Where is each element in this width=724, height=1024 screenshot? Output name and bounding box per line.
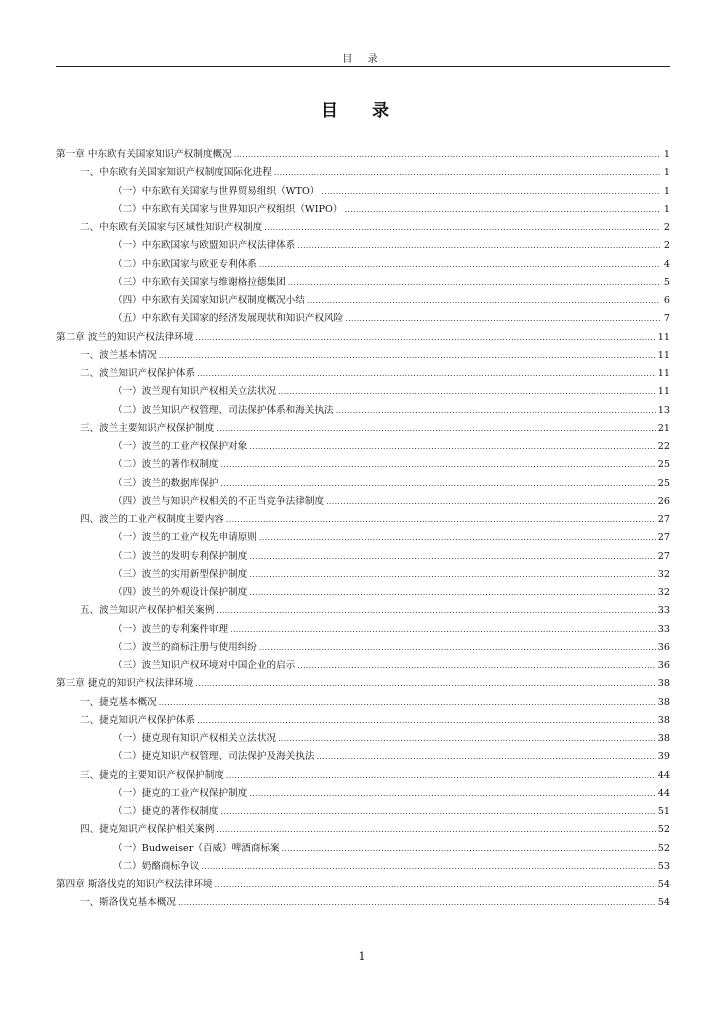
toc-dot-leader xyxy=(249,438,655,456)
toc-entry-label: （一）捷克的工业产权保护制度 xyxy=(113,787,248,799)
toc-entry-page: 33 xyxy=(657,605,670,617)
toc-entry-page: 54 xyxy=(657,879,670,890)
toc-entry-label: （四）中东欧有关国家知识产权制度概况小结 xyxy=(113,295,305,306)
toc-entry-label: 第一章 中东欧有关国家知识产权制度概况 xyxy=(56,149,232,160)
toc-entry-label: 四、波兰的工业产权制度主要内容 xyxy=(80,514,224,525)
toc-dot-leader xyxy=(321,183,660,201)
toc-entry-label: （二）波兰的著作权制度 xyxy=(113,459,219,471)
toc-entry-label: 第二章 波兰的知识产权法律环境 xyxy=(56,331,194,343)
toc-entry-label: 五、波兰知识产权保护相关案例 xyxy=(80,605,215,617)
toc-dot-leader xyxy=(201,858,655,876)
toc-dot-leader xyxy=(326,493,656,511)
toc-entry-page: 51 xyxy=(657,806,670,817)
toc-entry[interactable] xyxy=(56,712,670,730)
toc-dot-leader xyxy=(195,329,655,347)
toc-entry[interactable] xyxy=(56,493,670,511)
toc-entry-label: （二）捷克知识产权管理、司法保护及海关执法 xyxy=(113,751,315,763)
toc-entry-page: 27 xyxy=(657,550,670,562)
toc-dot-leader xyxy=(344,201,660,219)
toc-entry[interactable] xyxy=(56,529,670,547)
toc-dot-leader xyxy=(221,803,656,821)
toc-entry-page: 13 xyxy=(657,404,670,416)
toc-entry[interactable] xyxy=(56,237,670,255)
toc-entry[interactable] xyxy=(56,602,670,620)
toc-entry-page: 4 xyxy=(663,258,670,270)
toc-entry[interactable] xyxy=(56,347,670,365)
toc-entry-label: 二、中东欧有关国家与区域性知识产权制度 xyxy=(80,222,263,233)
toc-dot-leader xyxy=(249,566,655,584)
toc-entry-page: 1 xyxy=(663,167,670,179)
toc-entry-page: 1 xyxy=(663,149,670,160)
toc-entry[interactable] xyxy=(56,511,670,529)
toc-entry-label: 三、捷克的主要知识产权保护制度 xyxy=(80,769,224,781)
toc-entry-label: 一、斯洛伐克基本概况 xyxy=(80,897,176,909)
toc-entry[interactable] xyxy=(56,219,670,237)
toc-dot-leader xyxy=(274,164,660,182)
toc-entry[interactable] xyxy=(56,821,670,839)
toc-entry-page: 11 xyxy=(657,349,670,361)
toc-entry-page: 38 xyxy=(657,696,670,708)
toc-entry-page: 11 xyxy=(657,368,670,379)
toc-entry-page: 32 xyxy=(657,587,670,598)
toc-dot-leader xyxy=(215,876,656,894)
toc-dot-leader xyxy=(234,146,660,164)
toc-entry-label: （四）波兰的外观设计保护制度 xyxy=(113,587,248,598)
toc-dot-leader xyxy=(216,602,655,620)
toc-entry-page: 38 xyxy=(657,678,670,690)
toc-entry-label: （一）中东欧国家与欧盟知识产权法律体系 xyxy=(113,240,296,252)
toc-entry[interactable] xyxy=(56,584,670,602)
toc-entry-label: （三）波兰的实用新型保护制度 xyxy=(113,568,248,580)
toc-dot-leader xyxy=(197,365,656,383)
toc-entry[interactable] xyxy=(56,201,670,219)
toc-entry-page: 38 xyxy=(657,714,670,726)
toc-dot-leader xyxy=(316,748,655,766)
toc-entry-label: 一、波兰基本情况 xyxy=(80,349,157,361)
toc-dot-leader xyxy=(221,475,656,493)
toc-dot-leader xyxy=(259,256,660,274)
toc-entry[interactable] xyxy=(56,256,670,274)
header-rule xyxy=(56,66,670,67)
toc-entry[interactable] xyxy=(56,566,670,584)
toc-entry-label: 二、波兰知识产权保护体系 xyxy=(80,368,196,379)
toc-dot-leader xyxy=(221,456,656,474)
toc-entry[interactable] xyxy=(56,420,670,438)
toc-entry[interactable] xyxy=(56,785,670,803)
toc-entry[interactable] xyxy=(56,894,670,912)
toc-entry-page: 53 xyxy=(657,860,670,872)
toc-dot-leader xyxy=(278,730,656,748)
toc-dot-leader xyxy=(307,292,660,310)
toc-entry-label: （三）波兰的数据库保护 xyxy=(113,477,219,489)
toc-entry-page: 25 xyxy=(657,477,670,489)
toc-entry-page: 33 xyxy=(657,623,670,635)
toc-entry-page: 21 xyxy=(657,422,670,434)
toc-dot-leader xyxy=(159,694,656,712)
toc-entry[interactable] xyxy=(56,292,670,310)
toc-entry[interactable] xyxy=(56,657,670,675)
page-title: 目 录 xyxy=(321,101,403,121)
toc-dot-leader xyxy=(264,219,660,237)
toc-entry[interactable] xyxy=(56,675,670,693)
toc-entry[interactable] xyxy=(56,164,670,182)
toc-dot-leader xyxy=(195,675,655,693)
toc-entry[interactable] xyxy=(56,310,670,328)
toc-entry-label: （三）中东欧有关国家与维谢格拉德集团 xyxy=(113,276,286,288)
toc-entry[interactable] xyxy=(56,383,670,401)
toc-entry-label: （四）波兰与知识产权相关的不正当竞争法律制度 xyxy=(113,495,325,507)
toc-entry-page: 39 xyxy=(657,751,670,763)
toc-dot-leader xyxy=(259,529,656,547)
toc-entry[interactable] xyxy=(56,329,670,347)
toc-entry-label: （一）捷克现有知识产权相关立法状况 xyxy=(113,733,277,744)
toc-entry-page: 52 xyxy=(657,824,670,836)
toc-dot-leader xyxy=(159,347,656,365)
toc-entry-label: （二）奶酪商标争议 xyxy=(113,860,200,872)
toc-entry-label: （一）波兰现有知识产权相关立法状况 xyxy=(113,386,277,398)
toc-entry-page: 32 xyxy=(657,568,670,580)
toc-entry-page: 2 xyxy=(663,240,670,252)
toc-entry-label: （一）波兰的工业产权先申请原则 xyxy=(113,532,257,544)
toc-entry-label: （二）中东欧国家与欧亚专利体系 xyxy=(113,258,257,270)
toc-dot-leader xyxy=(216,420,655,438)
toc-entry[interactable] xyxy=(56,840,670,858)
toc-entry[interactable] xyxy=(56,621,670,639)
toc-entry-label: （二）中东欧有关国家与世界知识产权组织（WIPO） xyxy=(113,203,343,215)
toc-entry-page: 1 xyxy=(663,203,670,215)
toc-dot-leader xyxy=(226,511,656,529)
toc-entry-label: 一、捷克基本概况 xyxy=(80,696,157,708)
running-header: 目 录 xyxy=(342,54,384,65)
toc-entry[interactable] xyxy=(56,402,670,420)
toc-dot-leader xyxy=(278,383,656,401)
toc-entry-label: 一、中东欧有关国家知识产权制度国际化进程 xyxy=(80,167,272,179)
toc-dot-leader xyxy=(259,639,656,657)
toc-dot-leader xyxy=(282,840,656,858)
toc-entry-page: 38 xyxy=(657,733,670,744)
toc-entry-page: 22 xyxy=(657,441,670,452)
toc-entry-label: 四、捷克知识产权保护相关案例 xyxy=(80,824,215,836)
toc-entry-label: 第三章 捷克的知识产权法律环境 xyxy=(56,678,194,690)
toc-entry-page: 27 xyxy=(657,514,670,525)
toc-entry[interactable] xyxy=(56,183,670,201)
toc-entry[interactable] xyxy=(56,730,670,748)
toc-entry-page: 5 xyxy=(663,276,670,288)
toc-dot-leader xyxy=(249,548,655,566)
toc-entry[interactable] xyxy=(56,548,670,566)
toc-entry-page: 44 xyxy=(657,769,670,781)
toc-dot-leader xyxy=(249,584,655,602)
toc-entry[interactable] xyxy=(56,876,670,894)
toc-entry-label: 第四章 斯洛伐克的知识产权法律环境 xyxy=(56,879,213,890)
toc-entry[interactable] xyxy=(56,274,670,292)
toc-dot-leader xyxy=(345,310,660,328)
toc-entry-label: （一）波兰的专利案件审理 xyxy=(113,623,229,635)
toc-dot-leader xyxy=(249,785,655,803)
toc-entry-page: 52 xyxy=(657,842,670,854)
toc-entry-page: 54 xyxy=(657,897,670,909)
toc-entry-page: 7 xyxy=(663,313,670,325)
toc-entry-page: 26 xyxy=(657,495,670,507)
toc-entry[interactable] xyxy=(56,694,670,712)
toc-entry[interactable] xyxy=(56,803,670,821)
toc-entry-page: 36 xyxy=(657,660,670,671)
toc-entry[interactable] xyxy=(56,146,670,164)
toc-entry-label: （二）波兰的商标注册与使用纠纷 xyxy=(113,641,257,653)
toc-dot-leader xyxy=(288,274,660,292)
toc-entry-label: （二）捷克的著作权制度 xyxy=(113,806,219,817)
toc-entry[interactable] xyxy=(56,748,670,766)
toc-entry-page: 27 xyxy=(657,532,670,544)
toc-entry[interactable] xyxy=(56,475,670,493)
toc-entry-page: 6 xyxy=(663,295,670,306)
toc-dot-leader xyxy=(297,657,656,675)
toc-entry-page: 25 xyxy=(657,459,670,471)
toc-entry[interactable] xyxy=(56,456,670,474)
toc-entry[interactable] xyxy=(56,858,670,876)
toc-entry-label: 二、捷克知识产权保护体系 xyxy=(80,714,196,726)
toc-entry[interactable] xyxy=(56,365,670,383)
toc-entry-page: 1 xyxy=(663,185,670,197)
toc-entry-label: （二）波兰的发明专利保护制度 xyxy=(113,550,248,562)
toc-entry-page: 44 xyxy=(657,787,670,799)
toc-entry[interactable] xyxy=(56,639,670,657)
toc-entry-label: （五）中东欧有关国家的经济发展现状和知识产权风险 xyxy=(113,313,344,325)
toc-entry-page: 36 xyxy=(657,641,670,653)
toc-dot-leader xyxy=(197,712,656,730)
toc-dot-leader xyxy=(226,767,656,785)
toc-entry-page: 11 xyxy=(657,331,670,343)
toc-entry-label: （一）波兰的工业产权保护对象 xyxy=(113,441,248,452)
toc-entry-label: （三）波兰知识产权环境对中国企业的启示 xyxy=(113,660,296,671)
toc-entry[interactable] xyxy=(56,438,670,456)
toc-entry-label: （一）Budweiser（百威）啤酒商标案 xyxy=(113,842,280,854)
toc-entry-label: （一）中东欧有关国家与世界贸易组织（WTO） xyxy=(113,185,320,197)
toc-entry-page: 11 xyxy=(657,386,670,398)
toc-entry[interactable] xyxy=(56,767,670,785)
table-of-contents xyxy=(56,146,670,913)
toc-dot-leader xyxy=(297,237,660,255)
toc-entry-label: （二）波兰知识产权管理、司法保护体系和海关执法 xyxy=(113,404,334,416)
toc-dot-leader xyxy=(230,621,656,639)
toc-dot-leader xyxy=(178,894,656,912)
toc-entry-label: 三、波兰主要知识产权保护制度 xyxy=(80,422,215,434)
toc-dot-leader xyxy=(216,821,655,839)
page-number: 1 xyxy=(358,950,366,963)
toc-dot-leader xyxy=(336,402,656,420)
toc-entry-page: 2 xyxy=(663,222,670,233)
